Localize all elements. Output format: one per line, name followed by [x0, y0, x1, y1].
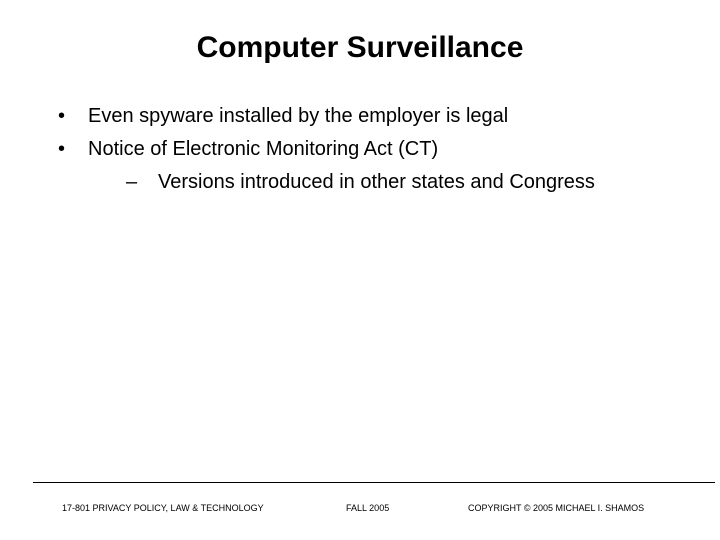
sub-bullet-marker: –: [126, 171, 138, 193]
sub-bullet-item: [58, 166, 708, 199]
bullet-marker: •: [58, 105, 66, 127]
bullet-text: Notice of Electronic Monitoring Act (CT): [88, 138, 439, 160]
slide-title: Computer Surveillance: [196, 31, 524, 64]
bullet-item: [58, 133, 708, 166]
footer-term: FALL 2005: [346, 503, 390, 513]
footer-copyright: COPYRIGHT © 2005 MICHAEL I. SHAMOS: [468, 503, 645, 513]
bullet-item: [58, 100, 708, 133]
bullet-text: Even spyware installed by the employer is legal: [88, 105, 509, 127]
bullet-marker: •: [58, 138, 66, 160]
sub-bullet-text: Versions introduced in other states and Congress: [158, 171, 595, 193]
bullet-list: [58, 100, 708, 199]
footer-course: 17-801 PRIVACY POLICY, LAW & TECHNOLOGY: [62, 503, 264, 513]
footer-divider: [33, 482, 715, 483]
